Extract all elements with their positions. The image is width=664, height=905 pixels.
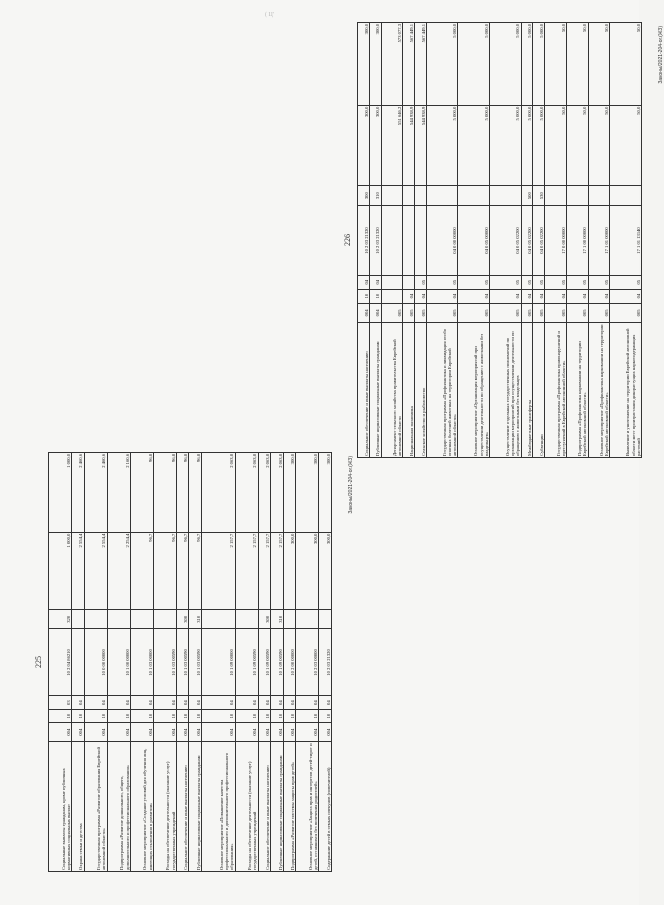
- row-name: Содержание детей в семьях опекунов (попечителей): [319, 742, 332, 872]
- amount-year-1: 300,0: [369, 105, 381, 185]
- amount-year-1: 96,7: [176, 532, 189, 610]
- expense-type-code: 310: [189, 610, 202, 629]
- expense-type-code: 300: [176, 610, 189, 629]
- ministry-code: 004: [130, 723, 153, 742]
- amount-year-1: 300,0: [319, 532, 332, 610]
- row-name: Подпрограмма «Профилактика наркомании на территории Еврейской автономной области»: [566, 323, 588, 458]
- row-name: Расходы на обеспечение деятельности (оказание услуг) государственных учреждений: [235, 742, 258, 872]
- row-name: Основное мероприятие «Создание условий для обучения лиц, имеющих отклонения в развитии»: [130, 742, 153, 872]
- section-code: 10: [369, 289, 381, 303]
- expense-type-code: 310: [271, 610, 284, 629]
- row-name: Публичные нормативные социальные выплаты гражданам: [369, 323, 381, 458]
- row-name: Расходы на обеспечение деятельности (оказание услуг) государственных учреждений: [153, 742, 176, 872]
- target-article-code: 10 0 00 00000: [84, 629, 107, 696]
- expense-type-code: [283, 610, 296, 629]
- section-code: 04: [490, 289, 522, 303]
- ministry-code: 004: [358, 303, 370, 323]
- target-article-code: 10 1 09 00590: [258, 629, 271, 696]
- amount-year-2: 96,8: [153, 453, 176, 533]
- ministry-code: 004: [319, 723, 332, 742]
- amount-year-1: 544 938,9: [403, 105, 415, 185]
- expense-type-code: [319, 610, 332, 629]
- ministry-code: 005: [566, 303, 588, 323]
- subsection-code: 04: [296, 696, 319, 709]
- target-article-code: 10 2 03 00000: [296, 629, 319, 696]
- subsection-code: 04: [72, 696, 85, 709]
- ministry-code: 004: [283, 723, 296, 742]
- expense-type-code: [403, 186, 415, 206]
- target-article-code: [415, 206, 427, 276]
- target-article-code: 10 1 03 00590: [153, 629, 176, 696]
- amount-year-2: 2 063,8: [258, 453, 271, 533]
- expense-type-code: [84, 610, 107, 629]
- amount-year-2: 5 000,0: [533, 23, 545, 106]
- section-code: 10: [283, 709, 296, 722]
- amount-year-1: 551 646,2: [381, 105, 403, 185]
- amount-year-2: 300,0: [358, 23, 370, 106]
- expense-type-code: [130, 610, 153, 629]
- amount-year-2: 2 063,8: [201, 453, 235, 533]
- target-article-code: 10 1 00 00000: [107, 629, 130, 696]
- section-code: 10: [49, 709, 72, 722]
- section-code: 10: [72, 709, 85, 722]
- sheet-page-226: [343, 22, 664, 458]
- table-row: [533, 23, 545, 458]
- amount-year-1: 50,0: [588, 105, 610, 185]
- row-name: Осуществление отдельных государственных полномочий по организации мероприятий при осуществлении деятельности по обращению с животными без владельцев: [490, 323, 522, 458]
- amount-year-1: 5 000,0: [458, 105, 490, 185]
- target-article-code: 10 1 03 00590: [189, 629, 202, 696]
- row-name: Подпрограмма «Развитие системы защиты прав детей»: [283, 742, 296, 872]
- row-name: Государственная программа «Профилактика и ликвидация особо опасных болезней животных на территории Еврейской автономной области»: [426, 323, 458, 458]
- expense-type-code: [72, 610, 85, 629]
- amount-year-1: 2 157,7: [271, 532, 284, 610]
- section-code: 10: [130, 709, 153, 722]
- row-name: Государственная программа «Профилактика правонарушений и преступлений в Еврейской автономной области»: [545, 323, 567, 458]
- row-name: Основное мероприятие «Организация мероприятий при осуществлении деятельности по обращению с животными без владельцев»: [458, 323, 490, 458]
- row-name: Департамент сельского хозяйства правительства Еврейской автономной области: [381, 323, 403, 458]
- ministry-code: 005: [458, 303, 490, 323]
- amount-year-1: 50,0: [610, 105, 642, 185]
- row-name: Основное мероприятие «Профилактика наркомании на территории Еврейской автономной области»: [588, 323, 610, 458]
- ministry-code: 004: [107, 723, 130, 742]
- table-row: [458, 23, 490, 458]
- amount-year-1: 5 000,0: [426, 105, 458, 185]
- subsection-code: 04: [201, 696, 235, 709]
- amount-year-2: 300,0: [319, 453, 332, 533]
- subsection-code: 05: [458, 275, 490, 289]
- table-row: [130, 453, 153, 872]
- ministry-code: 005: [521, 303, 533, 323]
- row-name: Социальное обеспечение и иные выплаты населению: [258, 742, 271, 872]
- table-row: [358, 23, 370, 458]
- target-article-code: 10 2 03 21320: [319, 629, 332, 696]
- target-article-code: [72, 629, 85, 696]
- subsection-code: 04: [107, 696, 130, 709]
- expense-type-code: [490, 186, 522, 206]
- page-number: 226: [343, 234, 352, 246]
- table-row: [415, 23, 427, 458]
- amount-year-1: 50,0: [545, 105, 567, 185]
- table-row: [176, 453, 189, 872]
- ministry-code: 004: [189, 723, 202, 742]
- section-code: 04: [566, 289, 588, 303]
- footer-file-ref: Законы/2021-204-ог.(ЖЗ): [348, 456, 354, 514]
- section-code: 04: [610, 289, 642, 303]
- amount-year-2: 573 077,3: [381, 23, 403, 106]
- expense-type-code: [545, 186, 567, 206]
- amount-year-1: 544 938,9: [415, 105, 427, 185]
- table-row: [189, 453, 202, 872]
- page-number: 225: [34, 656, 43, 668]
- expense-type-code: [588, 186, 610, 206]
- budget-table: [48, 452, 332, 872]
- subsection-code: 05: [533, 275, 545, 289]
- amount-year-2: 5 000,0: [521, 23, 533, 106]
- table-row: [283, 453, 296, 872]
- subsection-code: [403, 275, 415, 289]
- subsection-code: 04: [189, 696, 202, 709]
- ministry-code: 004: [49, 723, 72, 742]
- row-name: Основное мероприятие «Защита прав и интересов детей-сирот и детей, оставшихся без попечения родителей»: [296, 742, 319, 872]
- expense-type-code: [296, 610, 319, 629]
- amount-year-2: 300,0: [283, 453, 296, 533]
- section-code: [381, 289, 403, 303]
- subsection-code: 03: [49, 696, 72, 709]
- row-name: Государственная программа «Развитие образования Еврейской автономной области»: [84, 742, 107, 872]
- subsection-code: 04: [319, 696, 332, 709]
- target-article-code: 04 0 05 02200: [521, 206, 533, 276]
- row-name: Подпрограмма «Развитие дошкольного, общего, дополнительного и профессионального образования»: [107, 742, 130, 872]
- amount-year-2: 2 063,8: [235, 453, 258, 533]
- amount-year-1: 300,0: [296, 532, 319, 610]
- amount-year-2: 300,0: [369, 23, 381, 106]
- section-code: 10: [107, 709, 130, 722]
- section-code: 10: [189, 709, 202, 722]
- amount-year-1: 96,7: [130, 532, 153, 610]
- target-article-code: [381, 206, 403, 276]
- amount-year-1: 1 000,0: [49, 532, 72, 610]
- table-row: [403, 23, 415, 458]
- amount-year-1: 5 000,0: [521, 105, 533, 185]
- subsection-code: 05: [566, 275, 588, 289]
- target-article-code: 10 2 03 21320: [369, 206, 381, 276]
- target-article-code: 17 1 01 00000: [588, 206, 610, 276]
- section-code: 10: [319, 709, 332, 722]
- ministry-code: 004: [258, 723, 271, 742]
- target-article-code: 10 2 03 21320: [358, 206, 370, 276]
- table-row: [107, 453, 130, 872]
- subsection-code: 05: [545, 275, 567, 289]
- subsection-code: 05: [426, 275, 458, 289]
- row-name: Национальная экономика: [403, 323, 415, 458]
- section-code: 04: [426, 289, 458, 303]
- row-name: Сельское хозяйство и рыболовство: [415, 323, 427, 458]
- section-code: 10: [176, 709, 189, 722]
- ministry-code: 005: [381, 303, 403, 323]
- expense-type-code: [107, 610, 130, 629]
- expense-type-code: [381, 186, 403, 206]
- subsection-code: 04: [271, 696, 284, 709]
- target-article-code: 17 0 00 00000: [545, 206, 567, 276]
- section-code: 10: [201, 709, 235, 722]
- section-code: 04: [588, 289, 610, 303]
- amount-year-2: 300,0: [296, 453, 319, 533]
- row-name: Основное мероприятие «Повышение качества профессионального и дополнительного профессионального образования»: [201, 742, 235, 872]
- target-article-code: 04 0 05 02200: [490, 206, 522, 276]
- amount-year-1: 300,0: [283, 532, 296, 610]
- target-article-code: 10 2 04 86210: [49, 629, 72, 696]
- ministry-code: 005: [426, 303, 458, 323]
- subsection-code: 04: [176, 696, 189, 709]
- ministry-code: 004: [296, 723, 319, 742]
- expense-type-code: [458, 186, 490, 206]
- row-name: Социальные выплаты гражданам, кроме публичных нормативных социальных выплат: [49, 742, 72, 872]
- amount-year-2: 567 449,1: [403, 23, 415, 106]
- table-row: [319, 453, 332, 872]
- ministry-code: 004: [84, 723, 107, 742]
- section-code: 10: [358, 289, 370, 303]
- target-article-code: [403, 206, 415, 276]
- subsection-code: 05: [610, 275, 642, 289]
- table-row: [258, 453, 271, 872]
- table-row: [369, 23, 381, 458]
- amount-year-2: 50,0: [545, 23, 567, 106]
- amount-year-2: 50,0: [610, 23, 642, 106]
- section-code: 04: [415, 289, 427, 303]
- amount-year-1: 96,7: [153, 532, 176, 610]
- target-article-code: 10 1 09 00590: [271, 629, 284, 696]
- amount-year-2: 2 460,6: [72, 453, 85, 533]
- table-row: [521, 23, 533, 458]
- budget-table-body: [49, 453, 332, 872]
- row-name: Социальное обеспечение и иные выплаты населению: [358, 323, 370, 458]
- expense-type-code: 320: [49, 610, 72, 629]
- section-code: 04: [533, 289, 545, 303]
- amount-year-1: 2 157,7: [258, 532, 271, 610]
- target-article-code: 10 1 09 00000: [201, 629, 235, 696]
- row-name: Охрана семьи и детства: [72, 742, 85, 872]
- target-article-code: 10 1 03 00000: [130, 629, 153, 696]
- expense-type-code: [566, 186, 588, 206]
- expense-type-code: 500: [521, 186, 533, 206]
- row-name: Субвенции: [533, 323, 545, 458]
- row-name: Межбюджетные трансферты: [521, 323, 533, 458]
- expense-type-code: [153, 610, 176, 629]
- amount-year-1: 96,7: [189, 532, 202, 610]
- amount-year-2: 2 063,8: [271, 453, 284, 533]
- table-row: [566, 23, 588, 458]
- amount-year-2: 50,0: [566, 23, 588, 106]
- amount-year-2: 5 000,0: [458, 23, 490, 106]
- amount-year-1: 2 157,7: [201, 532, 235, 610]
- expense-type-code: 300: [358, 186, 370, 206]
- section-code: 10: [271, 709, 284, 722]
- ministry-code: 005: [588, 303, 610, 323]
- amount-year-2: 567 449,1: [415, 23, 427, 106]
- subsection-code: 04: [130, 696, 153, 709]
- table-row: [610, 23, 642, 458]
- amount-year-1: 2 554,4: [72, 532, 85, 610]
- expense-type-code: [415, 186, 427, 206]
- section-code: 04: [403, 289, 415, 303]
- target-article-code: 17 1 00 00000: [566, 206, 588, 276]
- section-code: 10: [235, 709, 258, 722]
- table-row: [72, 453, 85, 872]
- subsection-code: 05: [588, 275, 610, 289]
- expense-type-code: [235, 610, 258, 629]
- subsection-code: 05: [490, 275, 522, 289]
- section-code: 10: [84, 709, 107, 722]
- table-row: [588, 23, 610, 458]
- footer-file-ref: Законы/2021-204-ог.(ЖЗ): [658, 26, 664, 84]
- ministry-code: 004: [176, 723, 189, 742]
- expense-type-code: 530: [533, 186, 545, 206]
- amount-year-2: 2 460,6: [84, 453, 107, 533]
- ministry-code: 004: [153, 723, 176, 742]
- amount-year-2: 50,0: [588, 23, 610, 106]
- table-row: [84, 453, 107, 872]
- amount-year-2: 5 000,0: [426, 23, 458, 106]
- amount-year-2: 96,8: [130, 453, 153, 533]
- expense-type-code: 300: [258, 610, 271, 629]
- table-row: [153, 453, 176, 872]
- table-row: [490, 23, 522, 458]
- target-article-code: 10 1 09 00590: [235, 629, 258, 696]
- section-code: 04: [458, 289, 490, 303]
- expense-type-code: [610, 186, 642, 206]
- section-code: 10: [153, 709, 176, 722]
- subsection-code: 04: [84, 696, 107, 709]
- table-row: [271, 453, 284, 872]
- section-code: 04: [521, 289, 533, 303]
- table-row: [49, 453, 72, 872]
- ministry-code: 005: [415, 303, 427, 323]
- table-row: [426, 23, 458, 458]
- target-article-code: 10 1 03 00590: [176, 629, 189, 696]
- subsection-code: 04: [235, 696, 258, 709]
- section-code: 10: [296, 709, 319, 722]
- amount-year-2: 1 000,0: [49, 453, 72, 533]
- subsection-code: [381, 275, 403, 289]
- ministry-code: 004: [369, 303, 381, 323]
- subsection-code: 04: [369, 275, 381, 289]
- table-row: [545, 23, 567, 458]
- ministry-code: 004: [72, 723, 85, 742]
- amount-year-2: 2 160,6: [107, 453, 130, 533]
- ministry-code: 005: [403, 303, 415, 323]
- section-code: 10: [258, 709, 271, 722]
- expense-type-code: [201, 610, 235, 629]
- row-name: Публичные нормативные социальные выплаты гражданам: [189, 742, 202, 872]
- ministry-code: 005: [533, 303, 545, 323]
- amount-year-2: 96,8: [176, 453, 189, 533]
- target-article-code: 04 0 05 02200: [533, 206, 545, 276]
- amount-year-1: 50,0: [566, 105, 588, 185]
- subsection-code: 04: [258, 696, 271, 709]
- subsection-code: 04: [358, 275, 370, 289]
- subsection-code: 05: [521, 275, 533, 289]
- amount-year-2: 96,8: [189, 453, 202, 533]
- row-name: Публичные нормативные социальные выплаты гражданам: [271, 742, 284, 872]
- subsection-code: 05: [415, 275, 427, 289]
- ministry-code: 004: [235, 723, 258, 742]
- amount-year-1: 2 254,4: [107, 532, 130, 610]
- row-name: Выявление и уничтожение на территории Еврейской автономной области мест произрастания дикорастущих наркосодержащих растений: [610, 323, 642, 458]
- section-code: 04: [545, 289, 567, 303]
- ministry-code: 005: [490, 303, 522, 323]
- sheet-page-225: [34, 452, 354, 872]
- table-row: [201, 453, 235, 872]
- table-row: [235, 453, 258, 872]
- amount-year-2: 5 000,0: [490, 23, 522, 106]
- target-article-code: 10 2 00 00000: [283, 629, 296, 696]
- target-article-code: 04 0 05 00000: [458, 206, 490, 276]
- ministry-code: 004: [271, 723, 284, 742]
- amount-year-1: 300,0: [358, 105, 370, 185]
- amount-year-1: 2 554,4: [84, 532, 107, 610]
- budget-table: [357, 22, 642, 458]
- expense-type-code: [426, 186, 458, 206]
- amount-year-1: 5 000,0: [490, 105, 522, 185]
- ministry-code: 005: [545, 303, 567, 323]
- expense-type-code: 310: [369, 186, 381, 206]
- scan-mark: ( Ц': [265, 12, 274, 18]
- amount-year-1: 2 157,7: [235, 532, 258, 610]
- budget-table-body: [358, 23, 642, 458]
- table-row: [381, 23, 403, 458]
- table-row: [296, 453, 319, 872]
- subsection-code: 04: [283, 696, 296, 709]
- ministry-code: 005: [610, 303, 642, 323]
- target-article-code: 04 0 00 00000: [426, 206, 458, 276]
- row-name: Социальное обеспечение и иные выплаты населению: [176, 742, 189, 872]
- amount-year-1: 5 000,0: [533, 105, 545, 185]
- subsection-code: 04: [153, 696, 176, 709]
- target-article-code: 17 1 01 13140: [610, 206, 642, 276]
- ministry-code: 004: [201, 723, 235, 742]
